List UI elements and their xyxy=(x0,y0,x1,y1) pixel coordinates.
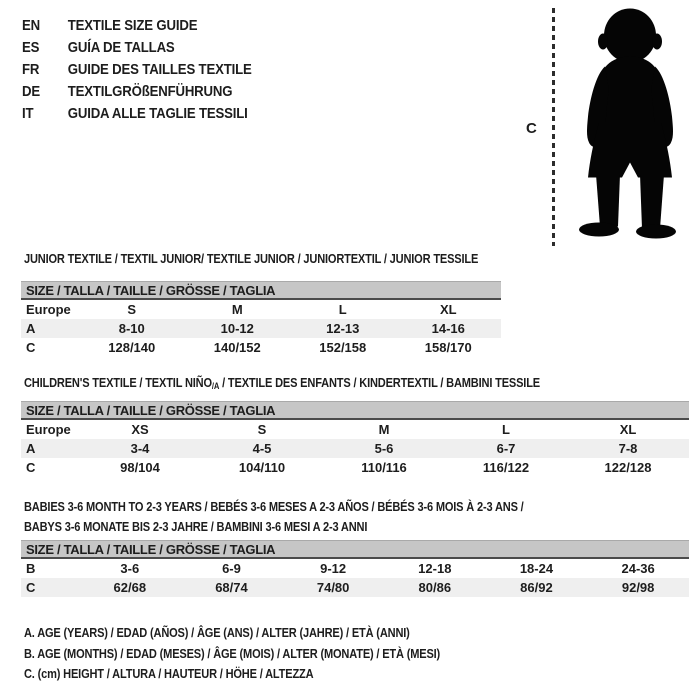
row-label: C xyxy=(26,340,36,355)
size-cell: 14-16 xyxy=(396,319,502,338)
lang-code: ES xyxy=(22,38,40,56)
size-cell: 12-18 xyxy=(418,561,452,576)
size-cell: XL xyxy=(619,422,637,437)
size-header: SIZE / TALLA / TAILLE / GRÖSSE / TAGLIA xyxy=(21,282,501,300)
size-cell: 62/68 xyxy=(79,578,181,597)
size-cell: 122/128 xyxy=(604,460,652,475)
row-label: Europe xyxy=(26,422,71,437)
size-cell: 10-12 xyxy=(185,319,291,338)
size-cell: S xyxy=(257,422,267,437)
size-header: SIZE / TALLA / TAILLE / GRÖSSE / TAGLIA xyxy=(21,402,689,420)
size-cell: 7-8 xyxy=(567,439,689,458)
size-cell: 158/170 xyxy=(424,340,472,355)
size-cell: 86/92 xyxy=(486,578,588,597)
size-cell: 3-4 xyxy=(79,439,201,458)
row-label: Europe xyxy=(26,302,71,317)
lang-row-fr xyxy=(22,58,252,80)
title-line-2: BABYS 3-6 MONATE BIS 2-3 JAHRE / BAMBINI 3-6 MESI A 2-3 ANNI xyxy=(24,519,368,534)
title-line-1: BABIES 3-6 MONTH TO 2-3 YEARS / BEBÉS 3-6 MESES A 2-3 AÑOS / BÉBÉS 3-6 MOIS À 2-3 ANS / xyxy=(24,499,524,514)
lang-code: FR xyxy=(22,60,40,78)
lang-label: TEXTILE SIZE GUIDE xyxy=(67,16,198,34)
size-cell: 152/158 xyxy=(319,340,367,355)
table-row xyxy=(21,458,689,477)
size-cell: 80/86 xyxy=(384,578,486,597)
babies-table-title xyxy=(24,497,524,537)
size-header-row xyxy=(21,541,689,559)
children-size-table xyxy=(21,401,689,477)
table-row xyxy=(21,338,501,357)
lang-row-it xyxy=(22,102,252,124)
lang-label: GUÍA DE TALLAS xyxy=(67,38,175,56)
size-cell: 6-7 xyxy=(445,439,567,458)
size-cell: 68/74 xyxy=(181,578,283,597)
size-cell: 5-6 xyxy=(323,439,445,458)
junior-size-table xyxy=(21,281,501,357)
language-list xyxy=(22,14,252,124)
table-row xyxy=(21,319,501,338)
size-cell: XS xyxy=(131,422,149,437)
lang-code: IT xyxy=(22,104,34,122)
size-cell: 24-36 xyxy=(621,561,655,576)
title-text: / TEXTILE DES ENFANTS / KINDERTEXTIL / BAMBINI TESSILE xyxy=(219,375,540,390)
size-cell: M xyxy=(231,302,243,317)
size-cell: 9-12 xyxy=(320,561,347,576)
title-subscript: /A xyxy=(211,381,220,391)
table-row xyxy=(21,299,501,319)
row-label: B xyxy=(26,561,36,576)
row-label: C xyxy=(26,460,36,475)
title-text: CHILDREN'S TEXTILE / TEXTIL NIÑO xyxy=(24,375,212,390)
size-cell: XL xyxy=(439,302,457,317)
size-cell: 6-9 xyxy=(222,561,241,576)
size-cell: 3-6 xyxy=(120,561,140,576)
lang-label: GUIDE DES TAILLES TEXTILE xyxy=(67,60,252,78)
lang-code: EN xyxy=(22,16,40,34)
size-cell: 98/104 xyxy=(120,460,160,475)
babies-size-table xyxy=(21,540,689,597)
size-cell: 8-10 xyxy=(79,319,185,338)
junior-table-title: JUNIOR TEXTILE / TEXTIL JUNIOR/ TEXTILE JUNIOR / JUNIORTEXTIL / JUNIOR TESSILE xyxy=(24,251,479,266)
footnote-b: B. AGE (MONTHS) / EDAD (MESES) / ÂGE (MOIS) / ALTER (MONATE) / ETÀ (MESI) xyxy=(24,645,441,661)
size-cell: 110/116 xyxy=(361,460,407,475)
size-cell: 74/80 xyxy=(282,578,384,597)
lang-row-es xyxy=(22,36,252,58)
size-cell: S xyxy=(127,302,137,317)
row-label: A xyxy=(21,319,79,338)
size-cell: L xyxy=(502,422,510,437)
size-cell: 4-5 xyxy=(201,439,323,458)
size-cell: 104/110 xyxy=(238,460,286,475)
size-cell: 12-13 xyxy=(290,319,396,338)
table-row xyxy=(21,419,689,439)
footnote-c: C. (cm) HEIGHT / ALTURA / HAUTEUR / HÖHE / ALTEZZA xyxy=(24,666,314,681)
lang-row-de xyxy=(22,80,252,102)
size-cell: 128/140 xyxy=(108,340,156,355)
footnotes xyxy=(24,623,514,685)
lang-label: GUIDA ALLE TAGLIE TESSILI xyxy=(67,104,248,122)
height-dashed-line-icon xyxy=(552,8,555,246)
lang-row-en xyxy=(22,14,252,36)
lang-label: TEXTILGRÖßENFÜHRUNG xyxy=(67,82,233,100)
table-row xyxy=(21,558,689,578)
height-measure-label: C xyxy=(526,120,537,137)
size-cell: M xyxy=(378,422,390,437)
size-header-row xyxy=(21,282,501,300)
baby-silhouette-icon xyxy=(558,5,698,248)
size-header: SIZE / TALLA / TAILLE / GRÖSSE / TAGLIA xyxy=(21,541,689,559)
table-row xyxy=(21,439,689,458)
size-cell: 18-24 xyxy=(519,561,554,576)
size-cell: 116/122 xyxy=(482,460,530,475)
lang-code: DE xyxy=(22,82,40,100)
size-cell: 140/152 xyxy=(213,340,261,355)
size-cell: 92/98 xyxy=(587,578,689,597)
row-label: C xyxy=(21,578,79,597)
size-header-row xyxy=(21,402,689,420)
footnote-a: A. AGE (YEARS) / EDAD (AÑOS) / ÂGE (ANS) / ALTER (JAHRE) / ETÀ (ANNI) xyxy=(24,625,410,640)
children-table-title xyxy=(24,375,540,391)
size-cell: L xyxy=(338,302,347,317)
row-label: A xyxy=(21,439,79,458)
table-row xyxy=(21,578,689,597)
